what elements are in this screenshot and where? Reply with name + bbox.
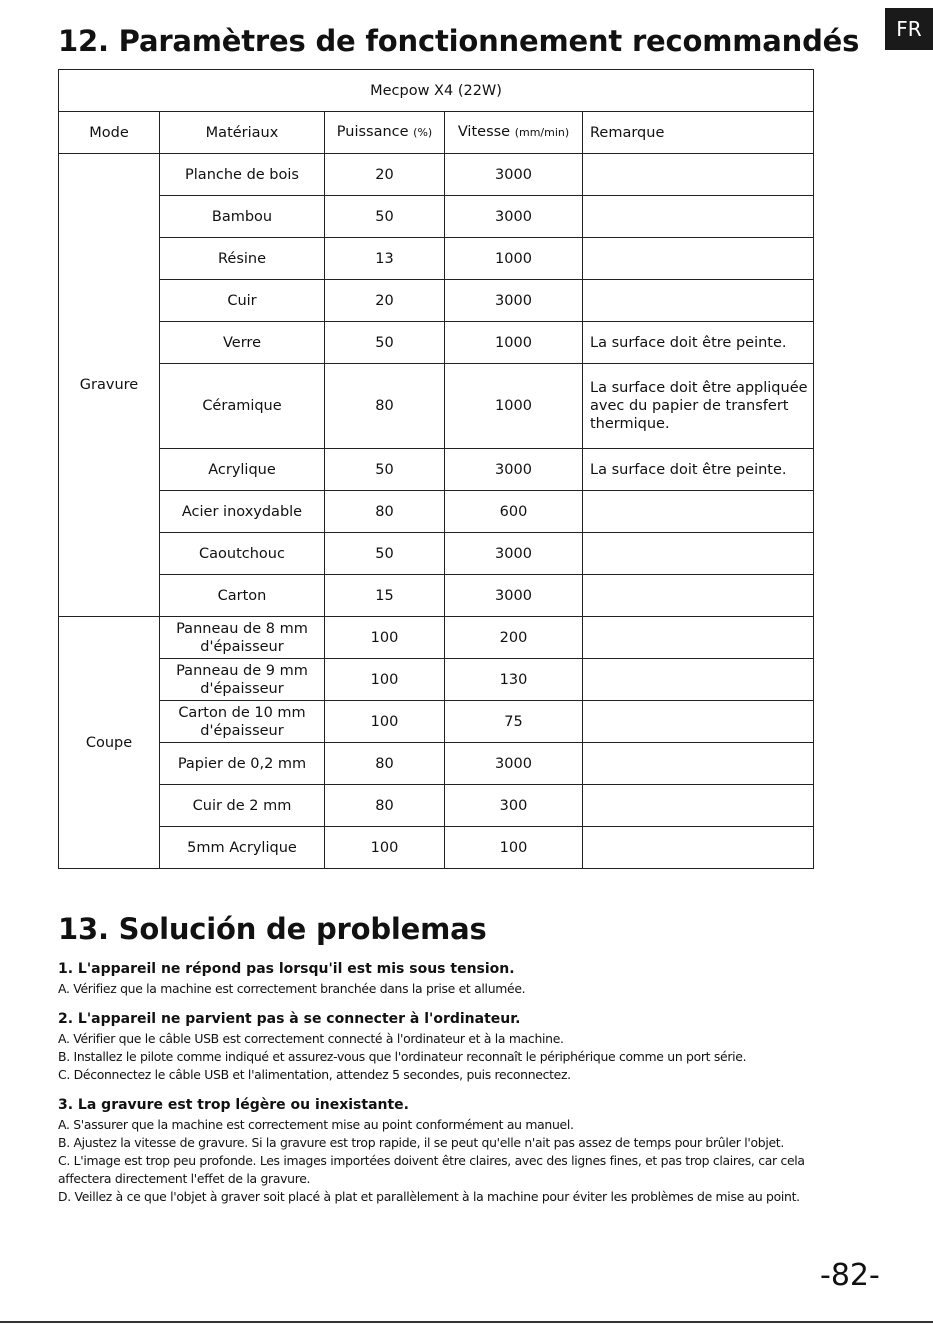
cell-speed: 3000 [445,154,583,196]
cell-material: Caoutchouc [160,533,325,575]
cell-remark: La surface doit être peinte. [583,322,814,364]
cell-remark [583,827,814,869]
cell-remark [583,154,814,196]
cell-remark [583,785,814,827]
cutting-mode-cell: Coupe [59,617,160,869]
troubleshooting-step: C. Déconnectez le câble USB et l'alimentation, attendez 5 secondes, puis reconnectez. [58,1067,571,1082]
cell-power: 50 [325,533,445,575]
table-row [59,701,814,743]
cell-remark [583,701,814,743]
model-name: Mecpow X4 (22W) [59,70,814,112]
table-row [59,280,814,322]
table-row [59,575,814,617]
cell-material: Planche de bois [160,154,325,196]
cell-speed: 3000 [445,449,583,491]
bottom-divider [0,1321,933,1323]
cell-remark [583,238,814,280]
table-row [59,827,814,869]
troubleshooting-step: A. Vérifier que le câble USB est correctement connecté à l'ordinateur et à la machine. [58,1031,564,1046]
troubleshooting-list [58,960,858,1218]
cell-material: Bambou [160,196,325,238]
cell-material: Acrylique [160,449,325,491]
cell-remark [583,617,814,659]
troubleshooting-item-title: 3. La gravure est trop légère ou inexistante. [58,1097,409,1113]
parameters-table [58,69,814,869]
table-row [59,617,814,659]
troubleshooting-step: C. L'image est trop peu profonde. Les images importées doivent être claires, avec des lignes fines, et pas trop claires, car cela [58,1153,805,1168]
cell-speed: 3000 [445,575,583,617]
cell-remark [583,196,814,238]
model-row [59,70,814,112]
section-title-parameters: 12. Paramètres de fonctionnement recommandés [58,24,860,58]
cell-power: 100 [325,701,445,743]
troubleshooting-step: B. Installez le pilote comme indiqué et assurez-vous que l'ordinateur reconnaît le périphérique comme un port série. [58,1049,747,1064]
cell-power: 80 [325,743,445,785]
cell-power: 80 [325,364,445,449]
cell-speed: 100 [445,827,583,869]
table-row [59,533,814,575]
cell-remark: La surface doit être appliquée avec du papier de transfert thermique. [583,364,814,449]
table-row [59,659,814,701]
header-material: Matériaux [160,112,325,154]
troubleshooting-item [58,1096,858,1206]
cell-remark [583,575,814,617]
cell-material: Carton [160,575,325,617]
table-row [59,238,814,280]
cell-power: 15 [325,575,445,617]
troubleshooting-item-title: 1. L'appareil ne répond pas lorsqu'il est mis sous tension. [58,961,515,977]
table-row [59,154,814,196]
cell-remark [583,533,814,575]
cell-speed: 3000 [445,196,583,238]
page-number: -82- [820,1258,880,1293]
cell-material: Papier de 0,2 mm [160,743,325,785]
header-row [59,112,814,154]
troubleshooting-step: A. Vérifiez que la machine est correctement branchée dans la prise et allumée. [58,981,526,996]
cell-speed: 3000 [445,743,583,785]
cell-material: Cuir de 2 mm [160,785,325,827]
cell-power: 50 [325,449,445,491]
cell-power: 100 [325,827,445,869]
cell-speed: 130 [445,659,583,701]
cell-speed: 1000 [445,322,583,364]
cell-speed: 600 [445,491,583,533]
cell-material: Acier inoxydable [160,491,325,533]
cell-remark [583,491,814,533]
cell-speed: 200 [445,617,583,659]
cell-speed: 300 [445,785,583,827]
cell-remark [583,659,814,701]
troubleshooting-item [58,1010,858,1084]
language-badge: FR [885,8,933,50]
header-speed [445,112,583,154]
engraving-mode-cell: Gravure [59,154,160,617]
cell-speed: 3000 [445,533,583,575]
cell-power: 80 [325,785,445,827]
cell-speed: 1000 [445,364,583,449]
cell-remark [583,280,814,322]
cell-power: 20 [325,154,445,196]
troubleshooting-step: B. Ajustez la vitesse de gravure. Si la gravure est trop rapide, il se peut qu'elle n'ait pas assez de temps pour brûler l'objet. [58,1135,784,1150]
header-power [325,112,445,154]
header-power-unit: (%) [413,126,433,139]
troubleshooting-step: A. S'assurer que la machine est correctement mise au point conformément au manuel. [58,1117,574,1132]
cell-power: 100 [325,617,445,659]
cell-power: 50 [325,196,445,238]
cell-material: 5mm Acrylique [160,827,325,869]
cell-material: Panneau de 8 mm d'épaisseur [160,617,325,659]
header-remark: Remarque [583,112,814,154]
table-row [59,785,814,827]
cell-power: 100 [325,659,445,701]
troubleshooting-item [58,960,858,998]
cell-remark: La surface doit être peinte. [583,449,814,491]
cell-remark [583,743,814,785]
cell-speed: 75 [445,701,583,743]
troubleshooting-step: D. Veillez à ce que l'objet à graver soit placé à plat et parallèlement à la machine pour éviter les problèmes de mise au point. [58,1189,800,1204]
cell-material: Carton de 10 mm d'épaisseur [160,701,325,743]
cell-speed: 3000 [445,280,583,322]
cell-material: Cuir [160,280,325,322]
table-row [59,196,814,238]
table-row [59,322,814,364]
header-speed-label: Vitesse [457,124,511,140]
table-row [59,364,814,449]
header-mode: Mode [59,112,160,154]
cell-material: Céramique [160,364,325,449]
cell-power: 80 [325,491,445,533]
troubleshooting-step: affectera directement l'effet de la gravure. [58,1171,311,1186]
table-row [59,491,814,533]
cell-material: Résine [160,238,325,280]
header-speed-unit: (mm/min) [514,126,570,139]
table-row [59,449,814,491]
cell-material: Panneau de 9 mm d'épaisseur [160,659,325,701]
table-row [59,743,814,785]
cell-power: 20 [325,280,445,322]
cell-speed: 1000 [445,238,583,280]
troubleshooting-item-title: 2. L'appareil ne parvient pas à se connecter à l'ordinateur. [58,1011,521,1027]
header-power-label: Puissance [336,124,409,140]
section-title-troubleshooting: 13. Solución de problemas [58,912,487,946]
cell-power: 13 [325,238,445,280]
cell-power: 50 [325,322,445,364]
cell-material: Verre [160,322,325,364]
